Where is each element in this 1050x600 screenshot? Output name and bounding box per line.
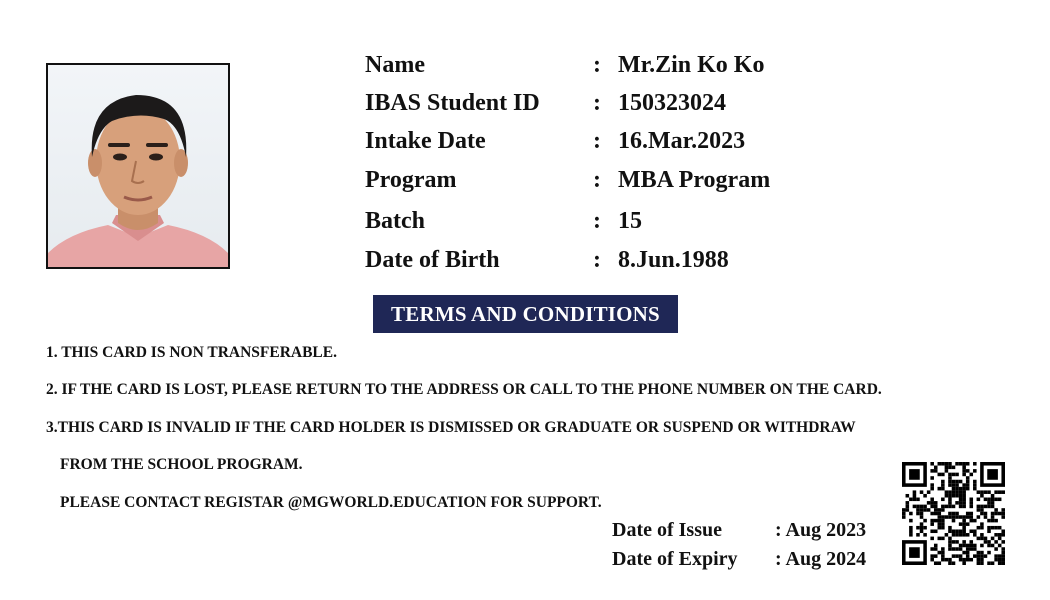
term-3: 3.THIS CARD IS INVALID IF THE CARD HOLDER IS DISMISSED OR GRADUATE OR SUSPEND OR WITHDRAW xyxy=(46,419,856,436)
field-label: Batch xyxy=(365,208,425,234)
qr-code-icon xyxy=(902,462,1005,565)
date-value: : Aug 2024 xyxy=(775,548,867,570)
field-value: MBA Program xyxy=(618,167,771,193)
field-label: Date of Birth xyxy=(365,247,500,273)
field-value: 150323024 xyxy=(618,90,726,116)
field-label: Intake Date xyxy=(365,128,486,154)
terms-title: TERMS AND CONDITIONS xyxy=(373,295,678,333)
field-colon: : xyxy=(593,247,601,273)
field-label: Program xyxy=(365,167,457,193)
field-label: Name xyxy=(365,52,425,78)
field-value: 16.Mar.2023 xyxy=(618,128,746,154)
field-label: IBAS Student ID xyxy=(365,90,540,116)
field-colon: : xyxy=(593,52,601,78)
field-value: Mr.Zin Ko Ko xyxy=(618,52,765,78)
date-label: Date of Expiry xyxy=(612,548,738,570)
field-colon: : xyxy=(593,167,601,193)
term-2: 2. IF THE CARD IS LOST, PLEASE RETURN TO THE ADDRESS OR CALL TO THE PHONE NUMBER ON THE CARD. xyxy=(46,381,882,398)
field-colon: : xyxy=(593,208,601,234)
term-1: 1. THIS CARD IS NON TRANSFERABLE. xyxy=(46,344,337,361)
field-colon: : xyxy=(593,90,601,116)
field-value: 8.Jun.1988 xyxy=(618,247,729,273)
student-photo xyxy=(46,63,230,269)
field-colon: : xyxy=(593,128,601,154)
date-value: : Aug 2023 xyxy=(775,519,867,541)
field-value: 15 xyxy=(618,208,642,234)
term-3-continued: FROM THE SCHOOL PROGRAM. xyxy=(60,456,303,473)
date-label: Date of Issue xyxy=(612,519,722,541)
support-note: PLEASE CONTACT REGISTAR @MGWORLD.EDUCATION FOR SUPPORT. xyxy=(60,494,602,511)
